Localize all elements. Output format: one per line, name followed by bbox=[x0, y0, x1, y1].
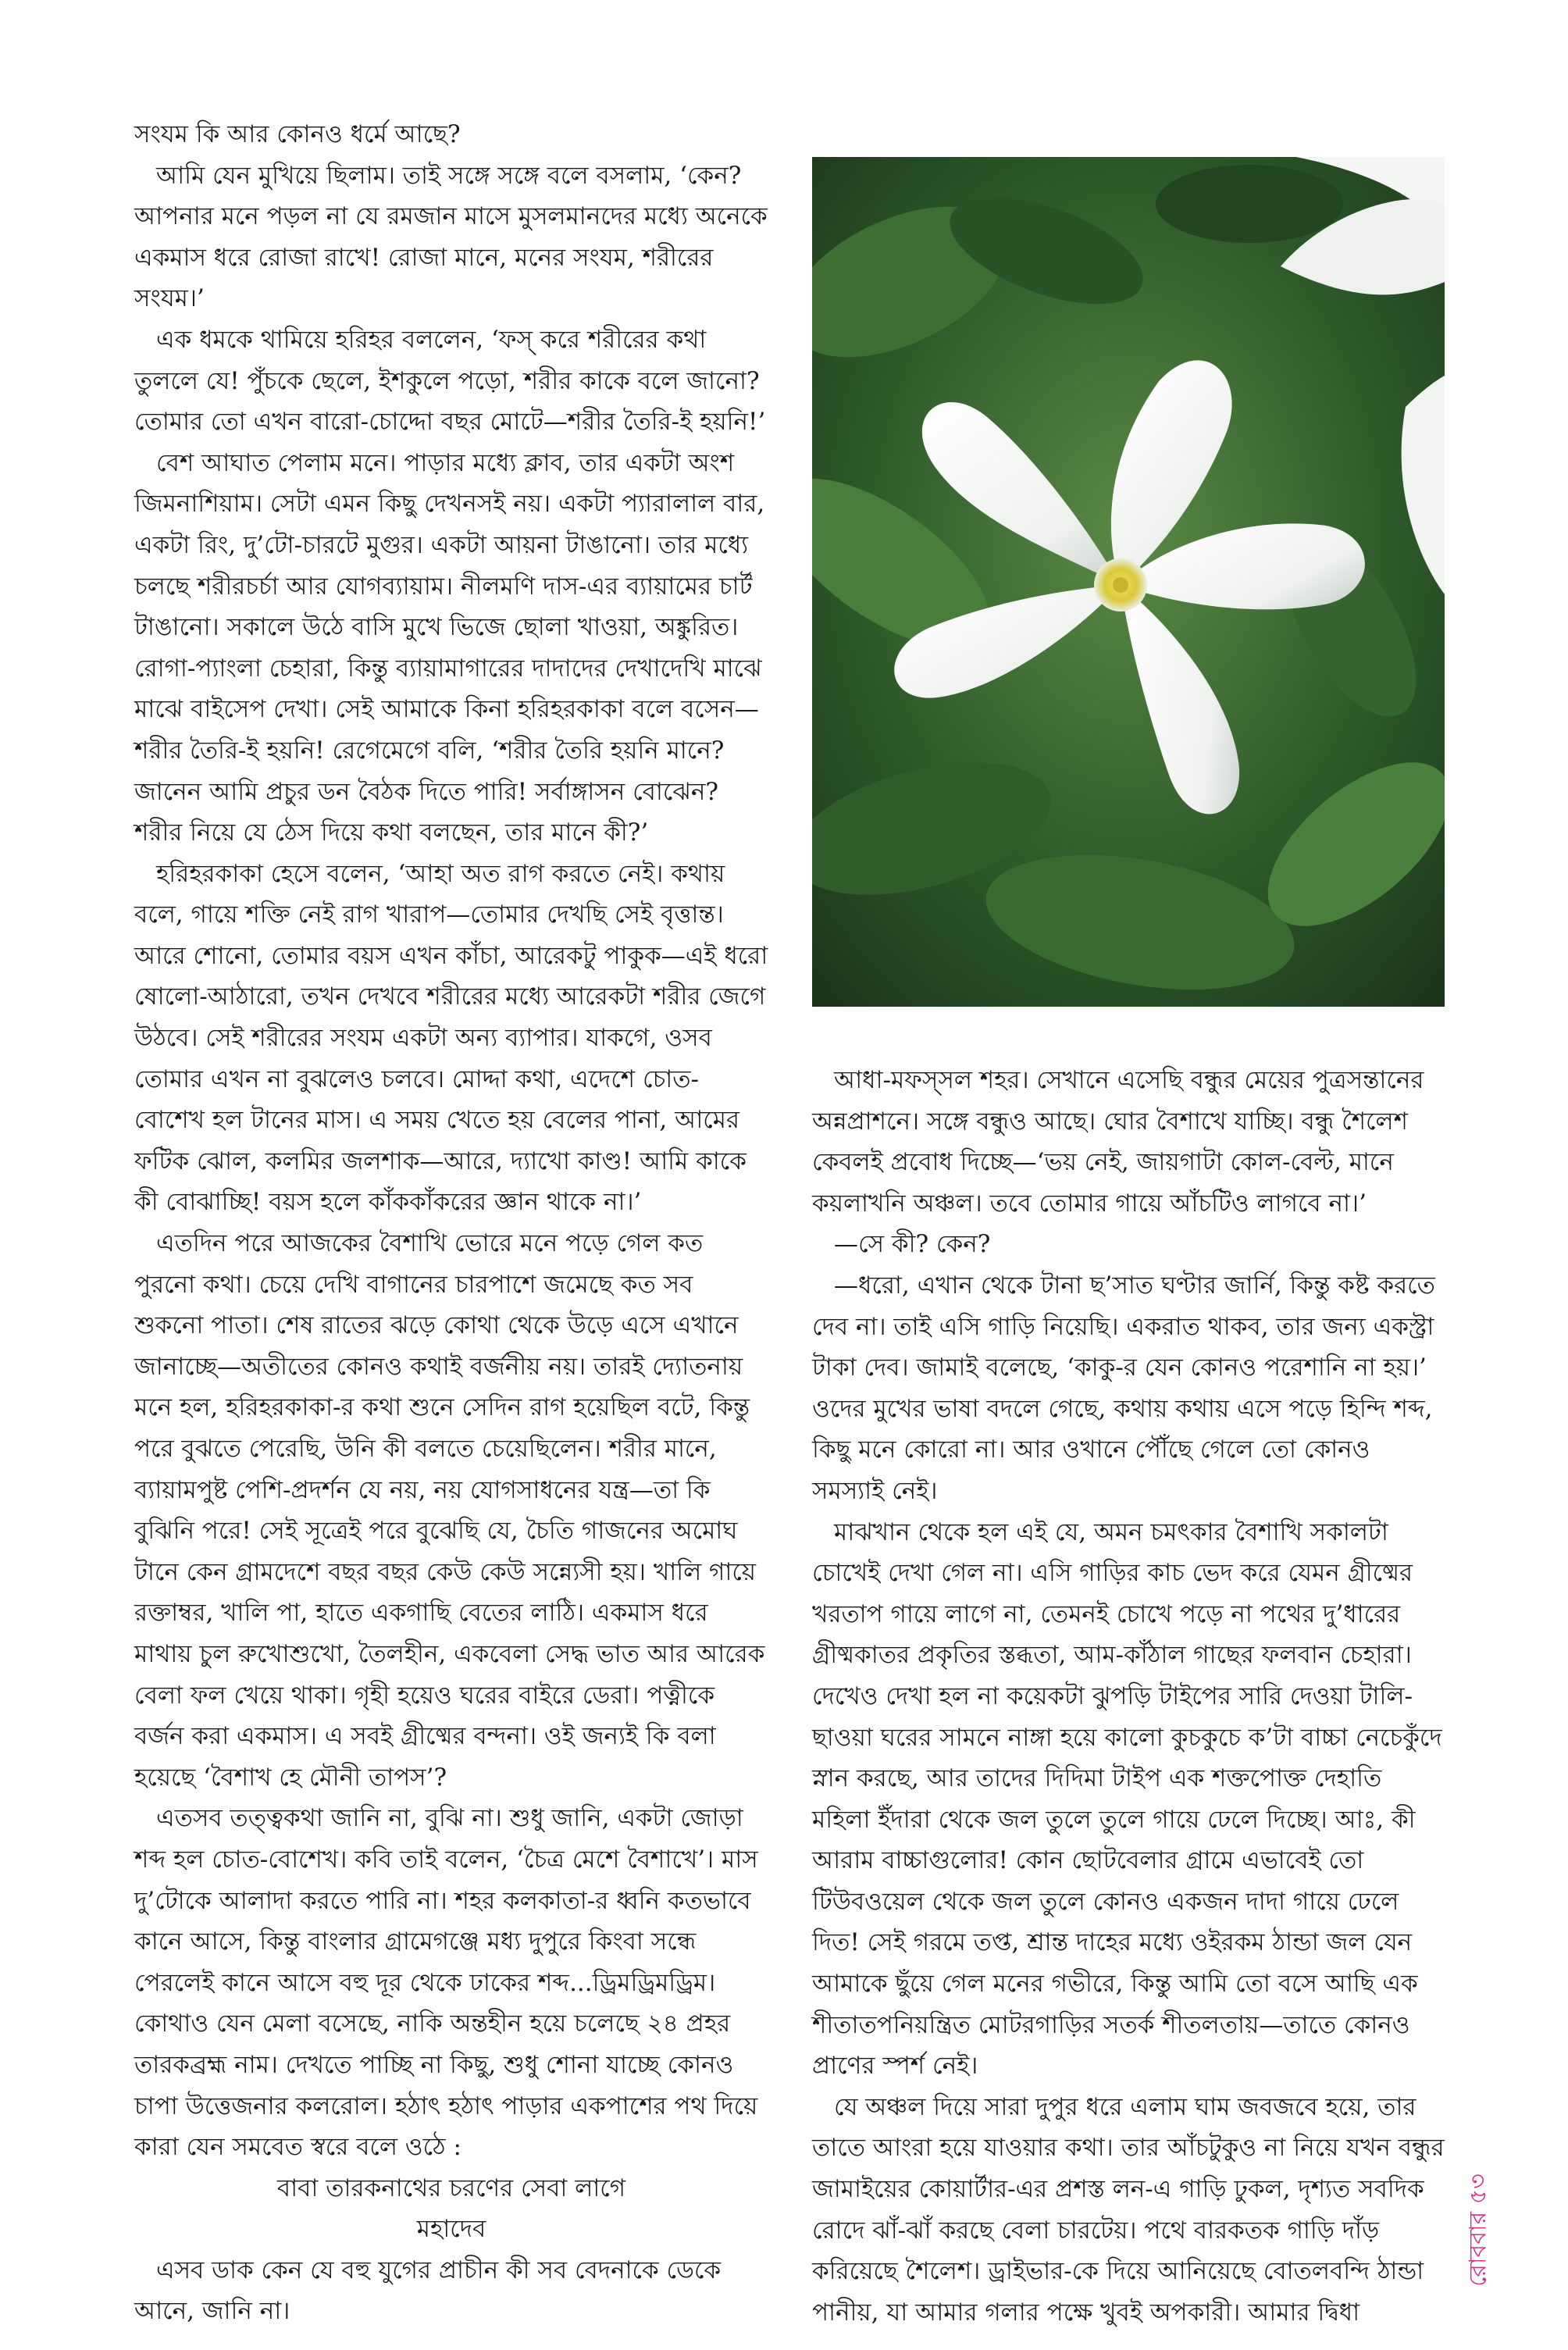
paragraph: এসব ডাক কেন যে বহু যুগের প্রাচীন কী সব বেদনাকে ডেকে আনে, জানি না। bbox=[134, 2256, 722, 2326]
paragraph: এক ধমকে থামিয়ে হরিহর বললেন, ‘ফস্‌ করে শরীরের কথা তুললে যে! পুঁচকে ছেলে, ইশকুলে পড়ো, শরীর কাকে বলে জানো? তোমার তো এখন বারো-চোদ্দো বছর মোটে—শরীর তৈরি-ই হয়নি!’ bbox=[134, 325, 766, 437]
page-folio bbox=[1456, 2140, 1502, 2320]
article-column-left bbox=[134, 114, 768, 2332]
folio-text: রোববার ৫৩ bbox=[1464, 2173, 1492, 2287]
paragraph: —সে কী? কেন? bbox=[834, 1230, 991, 1259]
verse-line: মহাদেব bbox=[416, 2215, 486, 2244]
paragraph: যে অঞ্চল দিয়ে সারা দুপুর ধরে এলাম ঘাম জবজবে হয়ে, তার তাতে আংরা হয়ে যাওয়ার কথা। তার আঁচটুকুও না নিয়ে যখন বন্ধুর জামাইয়ের কোয়ার্টার-এর প্রশস্ত লন-এ গাড়ি ঢুকল, দৃশ্যত সবদিক রোদে ঝাঁ-ঝাঁ করছে বেলা চারটেয়। পথে বারকতক গাড়ি দাঁড় করিয়েছে শৈলেশ। ড্রাইভার-কে দিয়ে আনিয়েছে বোতলবন্দি ঠান্ডা পানীয়, যা আমার গলার পক্ষে খুবই অপকারী। আমার দ্বিধা bbox=[812, 2092, 1445, 2327]
article-column-right bbox=[812, 1060, 1446, 2333]
paragraph: বেশ আঘাত পেলাম মনে। পাড়ার মধ্যে ক্লাব, তার একটা অংশ জিমনাশিয়াম। সেটা এমন কিছু দেখনসই নয়। একটা প্যারালাল বার, একটা রিং, দু’টো-চারটে মুগুর। একটা আয়না টাঙানো। তার মধ্যে চলছে শরীরচর্চা আর যোগব্যায়াম। নীলমণি দাস-এর ব্যায়ামের চার্ট টাঙানো। সকালে উঠে বাসি মুখে ভিজে ছোলা খাওয়া, অঙ্কুরিত। রোগা-প্যাংলা চেহারা, কিন্তু ব্যায়ামাগারের দাদাদের দেখাদেখি মাঝে মাঝে বাইসেপ দেখা। সেই আমাকে কিনা হরিহরকাকা বলে বসেন—শরীর তৈরি-ই হয়নি! রেগেমেগে বলি, ‘শরীর তৈরি হয়নি মানে? জানেন আমি প্রচুর ডন বৈঠক দিতে পারি! সর্বাঙ্গাসন বোঝেন? শরীর নিয়ে যে ঠেস দিয়ে কথা বলছেন, তার মানে কী?’ bbox=[134, 448, 765, 847]
flower-photo bbox=[812, 157, 1445, 1007]
paragraph: আধা-মফস্সল শহর। সেখানে এসেছি বন্ধুর মেয়ের পুত্রসন্তানের অন্নপ্রাশনে। সঙ্গে বন্ধুও আছে। ঘোর বৈশাখে যাচ্ছি। বন্ধু শৈলেশ কেবলই প্রবোধ দিচ্ছে—‘ভয় নেই, জায়গাটা কোল-বেল্ট, মানে কয়লাখনি অঞ্চল। তবে তোমার গায়ে আঁচটিও লাগবে না।’ bbox=[812, 1066, 1424, 1218]
paragraph: এতদিন পরে আজকের বৈশাখি ভোরে মনে পড়ে গেল কত পুরনো কথা। চেয়ে দেখি বাগানের চারপাশে জমেছে কত সব শুকনো পাতা। শেষ রাতের ঝড়ে কোথা থেকে উড়ে এসে এখানে জানাচ্ছে—অতীতের কোনও কথাই বর্জনীয় নয়। তারই দ্যোতনায় মনে হল, হরিহরকাকা-র কথা শুনে সেদিন রাগ হয়েছিল বটে, কিন্তু পরে বুঝতে পেরেছি, উনি কী বলতে চেয়েছিলেন। শরীর মানে, ব্যায়ামপুষ্ট পেশি-প্রদর্শন যে নয়, নয় যোগসাধনের যন্ত্র—তা কি বুঝিনি পরে! সেই সূত্রেই পরে বুঝেছি যে, চৈতি গাজনের অমোঘ টানে কেন গ্রামদেশে বছর বছর কেউ কেউ সন্ন্যেসী হয়। খালি গায়ে রক্তাম্বর, খালি পা, হাতে একগাছি বেতের লাঠি। একমাস ধরে মাথায় চুল রুখোশুখো, তৈলহীন, একবেলা সেদ্ধ ভাত আর আরেক বেলা ফল খেয়ে থাকা। গৃহী হয়েও ঘরের বাইরে ডেরা। পত্নীকে বর্জন করা একমাস। এ সবই গ্রীষ্মের বন্দনা। ওই জন্যই কি বলা হয়েছে ‘বৈশাখ হে মৌনী তাপস’? bbox=[134, 1229, 765, 1792]
paragraph: সংযম কি আর কোনও ধর্মে আছে? bbox=[134, 120, 461, 148]
paragraph: —ধরো, এখান থেকে টানা ছ’সাত ঘণ্টার জার্নি, কিন্তু কষ্ট করতে দেব না। তাই এসি গাড়ি নিয়েছি। একরাত থাকব, তার জন্য একস্ট্রা টাকা দেব। জামাই বলেছে, ‘কাকু-র যেন কোনও পরেশানি না হয়।’ ওদের মুখের ভাষা বদলে গেছে, কথায় কথায় এসে পড়ে হিন্দি শব্দ, কিছু মনে কোরো না। আর ওখানে পৌঁছে গেলে তো কোনও সমস্যাই নেই। bbox=[812, 1271, 1435, 1505]
paragraph: হরিহরকাকা হেসে বলেন, ‘আহা অত রাগ করতে নেই। কথায় বলে, গায়ে শক্তি নেই রাগ খারাপ—তোমার দেখছি সেই বৃত্তান্ত। আরে শোনো, তোমার বয়স এখন কাঁচা, আরেকটু পাকুক—এই ধরো ষোলো-আঠারো, তখন দেখবে শরীরের মধ্যে আরেকটা শরীর জেগে উঠবে। সেই শরীরের সংযম একটা অন্য ব্যাপার। যাকগে, ওসব তোমার এখন না বুঝলেও চলবে। মোদ্দা কথা, এদেশে চোত-বোশেখ হল টানের মাস। এ সময় খেতে হয় বেলের পানা, আমের ফটিক ঝোল, কলমির জলশাক—আরে, দ্যাখো কাণ্ড! আমি কাকে কী বোঝাচ্ছি! বয়স হলে কাঁককাঁকরের জ্ঞান থাকে না।’ bbox=[134, 859, 768, 1217]
paragraph: মাঝখান থেকে হল এই যে, অমন চমৎকার বৈশাখি সকালটা চোখেই দেখা গেল না। এসি গাড়ির কাচ ভেদ করে যেমন গ্রীষ্মের খরতাপ গায়ে লাগে না, তেমনই চোখে পড়ে না পথের দু’ধারের গ্রীষ্মকাতর প্রকৃতির স্তব্ধতা, আম-কাঁঠাল গাছের ফলবান চেহারা। দেখেও দেখা হল না কয়েকটা ঝুপড়ি টাইপের সারি দেওয়া টালি-ছাওয়া ঘরের সামনে নাঙ্গা হয়ে কালো কুচকুচে ক’টা বাচ্চা নেচেকুঁদে স্নান করছে, আর তাদের দিদিমা টাইপ এক শক্তপোক্ত দেহাতি মহিলা ইঁদারা থেকে জল তুলে তুলে গায়ে ঢেলে দিচ্ছে। আঃ, কী আরাম বাচ্চাগুলোর! কোন ছোটবেলার গ্রামে এভাবেই তো টিউবওয়েল থেকে জল তুলে কোনও একজন দাদা গায়ে ঢেলে দিত! সেই গরমে তপ্ত, শ্রান্ত দাহের মধ্যে ওইরকম ঠান্ডা জল যেন আমাকে ছুঁয়ে গেল মনের গভীরে, কিন্তু আমি তো বসে আছি এক শীতাতপনিয়ন্ত্রিত মোটরগাড়ির সতর্ক শীতলতায়—তাতে কোনও প্রাণের স্পর্শ নেই। bbox=[812, 1517, 1442, 2081]
white-flower-image bbox=[812, 157, 1445, 1007]
paragraph: আমি যেন মুখিয়ে ছিলাম। তাই সঙ্গে সঙ্গে বলে বসলাম, ‘কেন? আপনার মনে পড়ল না যে রমজান মাসে মুসলমানদের মধ্যে অনেকে একমাস ধরে রোজা রাখে! রোজা মানে, মনের সংযম, শরীরের সংযম।’ bbox=[134, 161, 768, 313]
verse-line: বাবা তারকনাথের চরণের সেবা লাগে bbox=[276, 2173, 626, 2202]
paragraph: এতসব তত্ত্বকথা জানি না, বুঝি না। শুধু জানি, একটা জোড়া শব্দ হল চোত-বোশেখ। কবি তাই বলেন, ‘চৈত্র মেশে বৈশাখে’। মাস দু’টোকে আলাদা করতে পারি না। শহর কলকাতা-র ধ্বনি কতভাবে কানে আসে, কিন্তু বাংলার গ্রামেগঞ্জে মধ্য দুপুরে কিংবা সন্ধে পেরলেই কানে আসে বহু দূর থেকে ঢাকের শব্দ...ড্রিমড্রিমড্রিম। কোথাও যেন মেলা বসেছে, নাকি অন্তহীন হয়ে চলেছে ২৪ প্রহর তারকব্রহ্ম নাম। দেখতে পাচ্ছি না কিছু, শুধু শোনা যাচ্ছে কোনও চাপা উত্তেজনার কলরোল। হঠাৎ হঠাৎ পাড়ার একপাশের পথ দিয়ে কারা যেন সমবেত স্বরে বলে ওঠে : bbox=[134, 1804, 758, 2162]
